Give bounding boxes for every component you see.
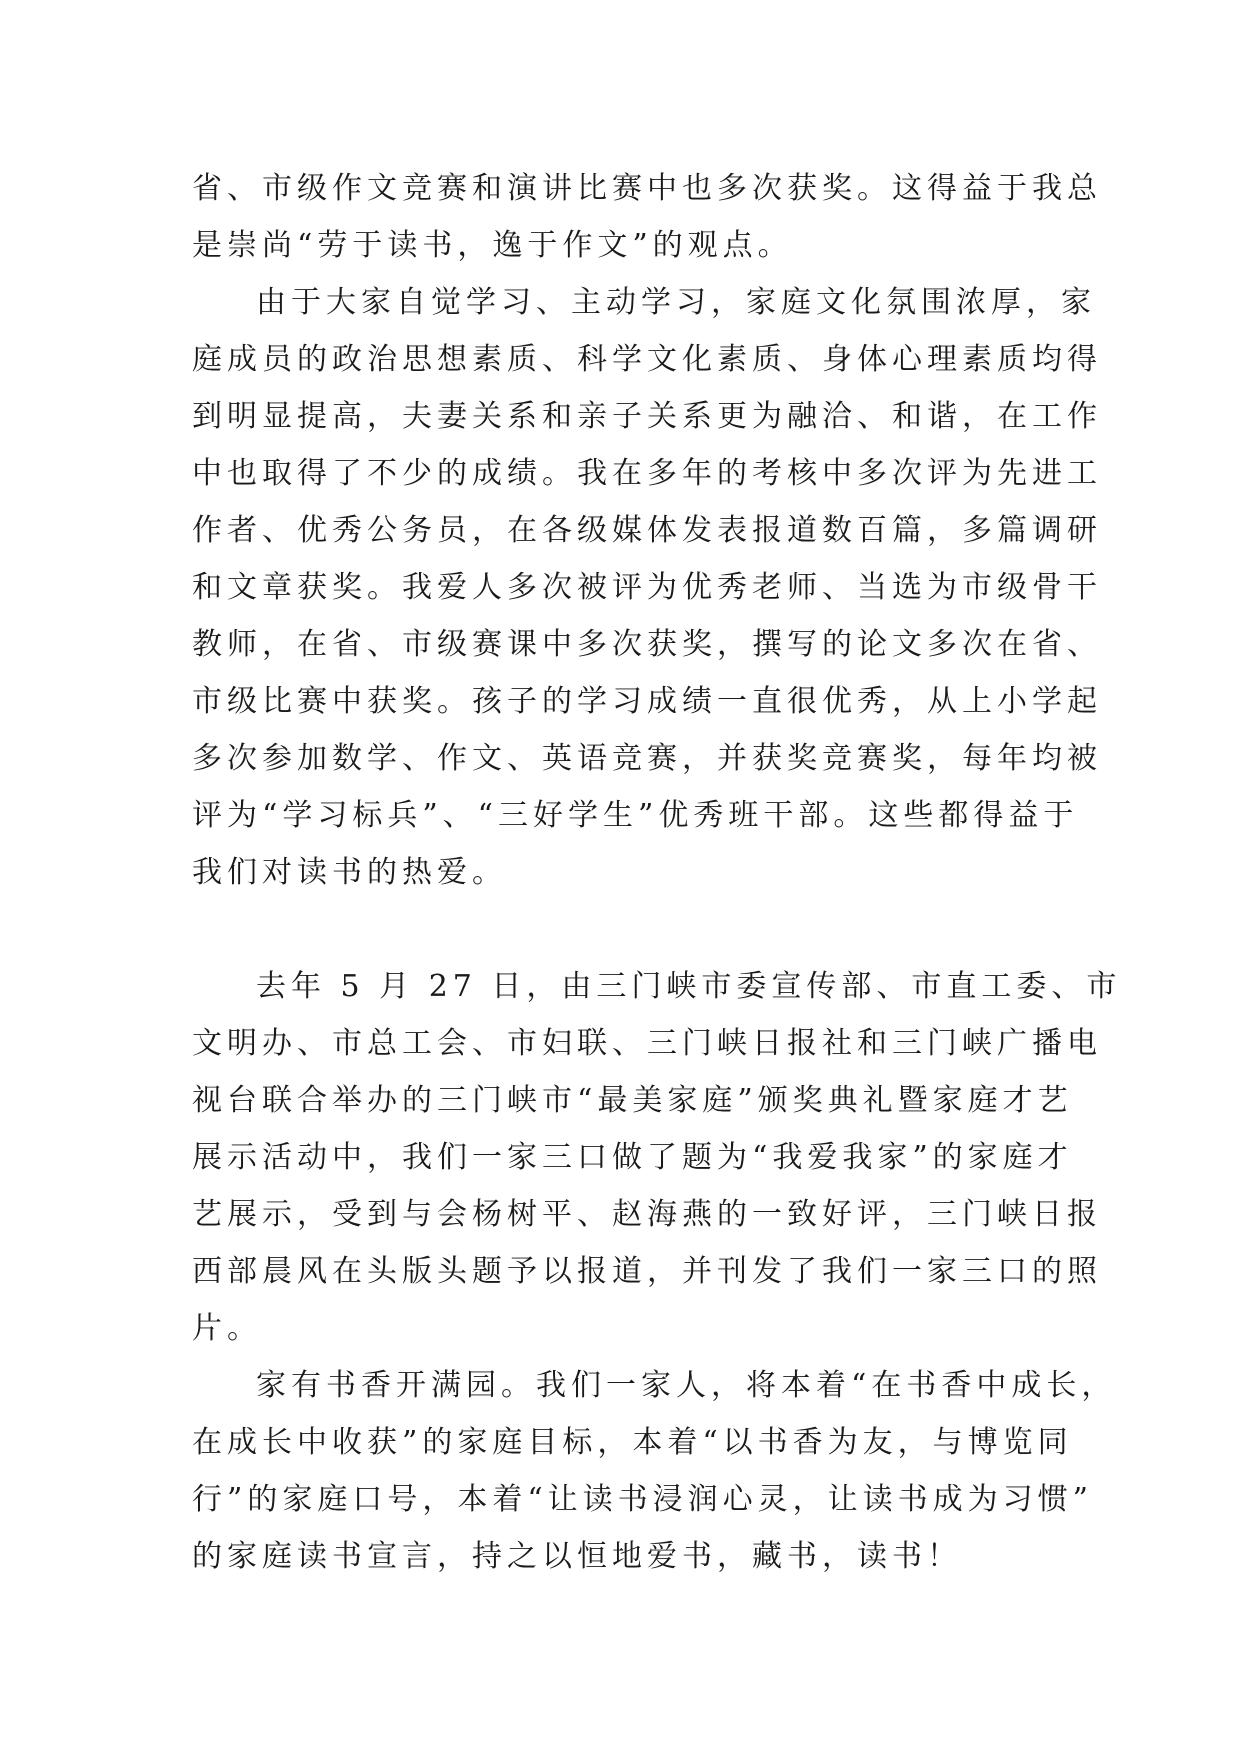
text-line: 作者、优秀公务员，在各级媒体发表报道数百篇，多篇调研 [192,513,1102,548]
text-line: 庭成员的政治思想素质、科学文化素质、身体心理素质均得 [192,342,1102,377]
text-line: 中也取得了不少的成绩。我在多年的考核中多次评为先进工 [192,456,1102,491]
text-line: 和文章获奖。我爱人多次被评为优秀老师、当选为市级骨干 [192,570,1102,605]
text-line: 去年 5 月 27 日，由三门峡市委宣传部、市直工委、市 [256,969,1122,1004]
text-line: 在成长中收获”的家庭目标，本着“以书香为友，与博览同 [192,1425,1073,1460]
text-line: 评为“学习标兵”、“三好学生”优秀班干部。这些都得益于 [192,798,1079,833]
text-line: 多次参加数学、作文、英语竞赛，并获奖竞赛奖，每年均被 [192,741,1102,776]
text-line: 到明显提高，夫妻关系和亲子关系更为融洽、和谐，在工作 [192,399,1102,434]
text-line: 由于大家自觉学习、主动学习，家庭文化氛围浓厚，家 [256,285,1096,320]
text-line: 市级比赛中获奖。孩子的学习成绩一直很优秀，从上小学起 [192,684,1102,719]
text-line: 省、市级作文竞赛和演讲比赛中也多次获奖。这得益于我总 [192,171,1102,206]
text-line: 的家庭读书宣言，持之以恒地爱书，藏书，读书！ [192,1539,962,1574]
text-line: 艺展示，受到与会杨树平、赵海燕的一致好评，三门峡日报 [192,1197,1102,1232]
text-line: 行”的家庭口号，本着“让读书浸润心灵，让读书成为习惯” [192,1482,1094,1517]
text-line: 文明办、市总工会、市妇联、三门峡日报社和三门峡广播电 [192,1026,1102,1061]
text-line: 展示活动中，我们一家三口做了题为“我爱我家”的家庭才 [192,1140,1073,1175]
text-line: 是崇尚“劳于读书，逸于作文”的观点。 [192,228,793,263]
text-line: 片。 [192,1311,262,1346]
text-line: 教师，在省、市级赛课中多次获奖，撰写的论文多次在省、 [192,627,1102,662]
text-line: 我们对读书的热爱。 [192,855,507,890]
text-line: 西部晨风在头版头题予以报道，并刊发了我们一家三口的照 [192,1254,1102,1289]
text-line: 家有书香开满园。我们一家人，将本着“在书香中成长， [256,1368,1117,1403]
text-line: 视台联合举办的三门峡市“最美家庭”颁奖典礼暨家庭才艺 [192,1083,1073,1118]
